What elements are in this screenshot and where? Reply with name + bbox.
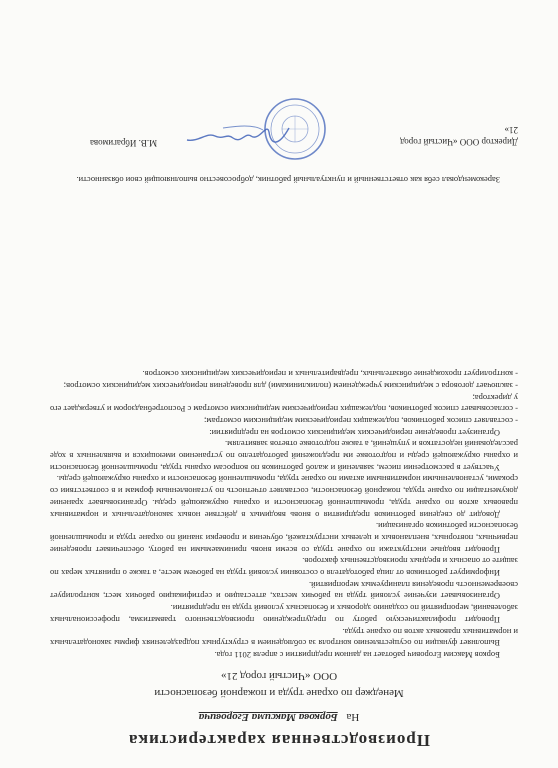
paragraph: Информирует работников от лица работодателя о состоянии условий труда на рабочем месте, а также о принятых мерах по защите от опасных и вредных производственных факторов. bbox=[50, 556, 518, 579]
closing-paragraph: Зарекомендовал себя как ответственный и пунктуальный работник, добросовестно выполняющий свои обязанности. bbox=[76, 175, 500, 185]
list-item: - составляет список работников, подлежащих периодическим медицинским осмотрам; bbox=[204, 415, 518, 426]
company-name: ООО «Чистый город 21» bbox=[220, 670, 338, 682]
paragraph: Выполняет функции по осуществлению контроля за соблюдением в структурных подразделениях фирмы законодательных и нормативных правовых актов по охране труда. bbox=[50, 626, 518, 649]
paragraph: Борков Максим Егорович работает на данном предприятии с апреля 2011 года. bbox=[214, 650, 500, 660]
characteristic-body bbox=[50, 367, 518, 660]
director-title: Директор ООО «Чистый город 21» bbox=[399, 125, 518, 147]
paragraph: Доводит до сведения работников предприятия о вновь вводимых в действие новых законодательных и нормативных правовых актов по охране труда, промышленной безопасности и охраны окружающей среды. Организовывает хранение документации по охране труда, пожарной безопасности, составляет отчетность по установленным формам и в соответствии со сроками, установленными нормативными актами по охране труда, промышленной безопасности и охраны окружающей среды. bbox=[50, 474, 518, 520]
list-item: - согласовывает список работников, подлежащих периодическим медицинским осмотрам с Роспотребнадзором и утверждает его у директора; bbox=[50, 392, 518, 415]
signature-block bbox=[50, 90, 518, 150]
director-signature-icon bbox=[183, 120, 293, 150]
employee-position: Менеджер по охране труда и пожарной безопасности bbox=[154, 687, 404, 699]
list-item: - заключает договора с медицинским учреждением (поликлиниками) для проведения периодических медицинских осмотров; bbox=[63, 380, 518, 391]
paragraph: Участвует в рассмотрении писем, заявлений и жалоб работников по вопросам охраны труда, промышленной безопасности и охраны окружающей среды и подготовке им предложений работодателю по устранению имеющихся и выявленных в ходе расследований недостатков и упущений, а также подготовке ответов заявителям. bbox=[50, 439, 518, 473]
paragraph: Организовывает изучение условий труда на рабочих местах, аттестацию и сертификацию рабочих мест, контролирует своевременность проведения планируемых мероприятий. bbox=[50, 579, 518, 602]
director-name: М.В. Ибрагимова bbox=[90, 138, 158, 148]
employee-name: Боркова Максима Егоровича bbox=[198, 711, 338, 723]
paragraph: Проводит вводные инструктажи по охране труда со всеми вновь принимаемыми на работу, обеспечивает проведение первичных, повторных, внеплановых и целевых инструктажей, обучения и проверки знаний по охране труда и промышленной безопасности работников организации. bbox=[50, 521, 518, 555]
paragraph: Проводит профилактическую работу по предупреждению производственного травматизма, профессиональных заболеваний, мероприятий по созданию здоровых и безопасных условий труда на предприятии. bbox=[50, 603, 518, 625]
subject-line bbox=[0, 711, 558, 723]
document-title: Производственная характеристика bbox=[127, 731, 431, 750]
subject-prefix: На bbox=[346, 711, 360, 723]
closing-statement bbox=[50, 173, 518, 185]
list-item: - контролирует прохождение обязательных, предварительных и периодических медицинских осмотров. bbox=[142, 369, 518, 380]
paragraph: Организует проведение периодических медицинских осмотров на предприятии: bbox=[209, 427, 500, 438]
